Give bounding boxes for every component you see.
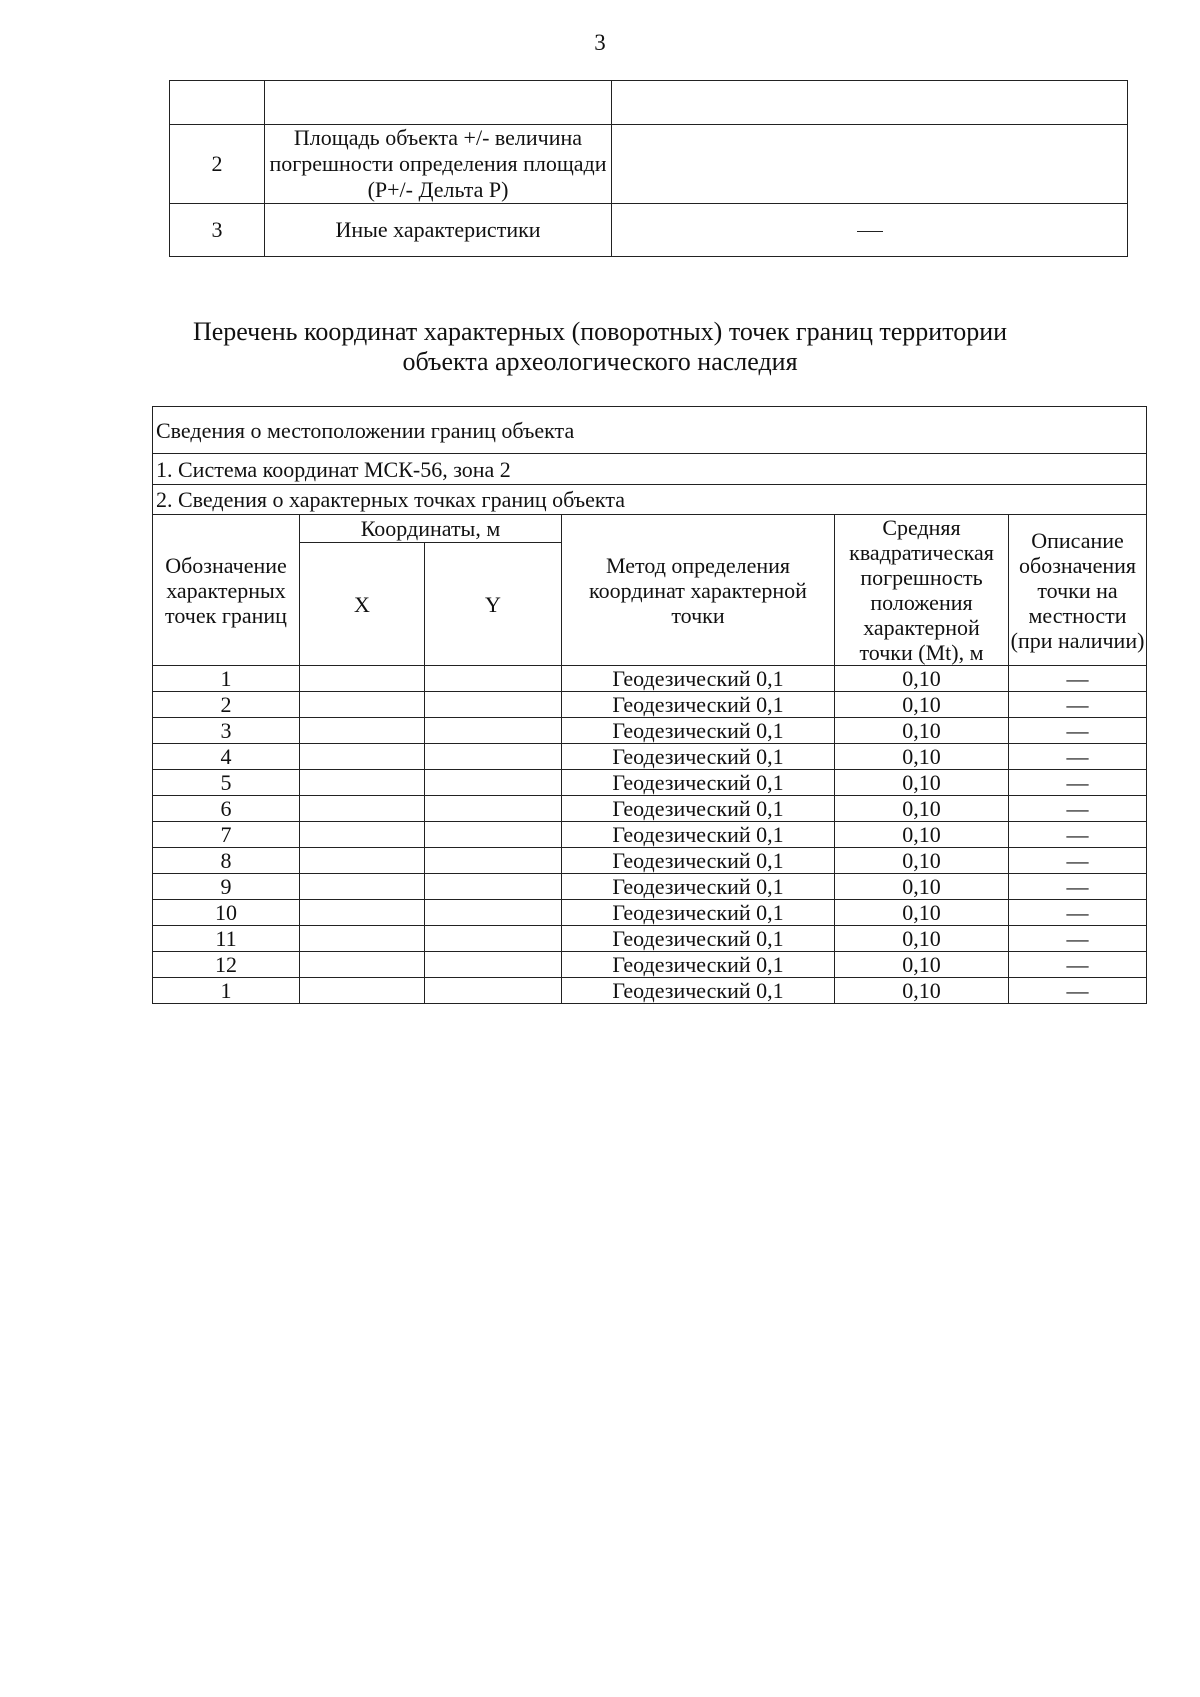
table-row bbox=[153, 666, 1147, 692]
characteristic-name-cell: Площадь объекта +/- величина погрешности определения площади (P+/- Дельта P) bbox=[265, 125, 612, 204]
description-cell: — bbox=[1009, 822, 1147, 848]
description-cell: — bbox=[1009, 770, 1147, 796]
method-cell: Геодезический 0,1 bbox=[562, 692, 835, 718]
x-cell bbox=[300, 796, 425, 822]
description-cell: — bbox=[1009, 744, 1147, 770]
method-cell: Геодезический 0,1 bbox=[562, 874, 835, 900]
point-cell: 2 bbox=[153, 692, 300, 718]
description-cell: — bbox=[1009, 926, 1147, 952]
table-row bbox=[153, 718, 1147, 744]
method-cell: Геодезический 0,1 bbox=[562, 978, 835, 1004]
section-title-cell: Сведения о местоположении границ объекта bbox=[153, 407, 1147, 454]
y-cell bbox=[425, 848, 562, 874]
characteristic-value-cell bbox=[612, 204, 1128, 257]
y-cell bbox=[425, 874, 562, 900]
table-row bbox=[170, 125, 1128, 204]
description-cell: — bbox=[1009, 874, 1147, 900]
x-cell bbox=[300, 926, 425, 952]
x-cell bbox=[300, 718, 425, 744]
description-cell: — bbox=[1009, 666, 1147, 692]
table-row bbox=[153, 978, 1147, 1004]
table-row bbox=[153, 454, 1147, 485]
x-cell bbox=[300, 822, 425, 848]
description-cell: — bbox=[1009, 900, 1147, 926]
point-cell: 9 bbox=[153, 874, 300, 900]
method-cell: Геодезический 0,1 bbox=[562, 718, 835, 744]
point-cell: 7 bbox=[153, 822, 300, 848]
header-description: Описание обозначения точки на местности (при наличии) bbox=[1009, 515, 1147, 666]
error-cell: 0,10 bbox=[835, 926, 1009, 952]
table-row bbox=[153, 692, 1147, 718]
header-y: Y bbox=[425, 543, 562, 666]
point-cell: 1 bbox=[153, 666, 300, 692]
table-row bbox=[153, 926, 1147, 952]
table-row bbox=[153, 485, 1147, 515]
x-cell bbox=[300, 900, 425, 926]
y-cell bbox=[425, 692, 562, 718]
error-cell: 0,10 bbox=[835, 900, 1009, 926]
points-title-cell: 2. Сведения о характерных точках границ объекта bbox=[153, 485, 1147, 515]
table-row bbox=[153, 822, 1147, 848]
description-cell: — bbox=[1009, 718, 1147, 744]
description-cell: — bbox=[1009, 796, 1147, 822]
description-cell: — bbox=[1009, 848, 1147, 874]
point-cell: 11 bbox=[153, 926, 300, 952]
error-cell: 0,10 bbox=[835, 796, 1009, 822]
dash-mark bbox=[857, 231, 883, 232]
header-coordinates: Координаты, м bbox=[300, 515, 562, 543]
table-row bbox=[153, 744, 1147, 770]
characteristic-name-cell: Иные характеристики bbox=[265, 204, 612, 257]
row-number-cell: 2 bbox=[170, 125, 265, 204]
table-row bbox=[170, 81, 1128, 125]
page-number: 3 bbox=[594, 30, 606, 55]
point-cell: 1 bbox=[153, 978, 300, 1004]
error-cell: 0,10 bbox=[835, 874, 1009, 900]
heading-line-2: объекта археологического наследия bbox=[402, 347, 798, 376]
heading-line-1: Перечень координат характерных (поворотных) точек границ территории bbox=[192, 317, 1008, 346]
header-x: X bbox=[300, 543, 425, 666]
y-cell bbox=[425, 978, 562, 1004]
header-error: Средняя квадратическая погрешность положения характерной точки (Mt), м bbox=[835, 515, 1009, 666]
section-heading bbox=[0, 317, 1200, 377]
x-cell bbox=[300, 952, 425, 978]
table-row bbox=[170, 204, 1128, 257]
x-cell bbox=[300, 770, 425, 796]
header-designation: Обозначение характерных точек границ bbox=[153, 515, 300, 666]
y-cell bbox=[425, 718, 562, 744]
y-cell bbox=[425, 952, 562, 978]
method-cell: Геодезический 0,1 bbox=[562, 952, 835, 978]
header-method: Метод определения координат характерной точки bbox=[562, 515, 835, 666]
error-cell: 0,10 bbox=[835, 718, 1009, 744]
method-cell: Геодезический 0,1 bbox=[562, 926, 835, 952]
y-cell bbox=[425, 900, 562, 926]
characteristic-name-cell bbox=[265, 81, 612, 125]
error-cell: 0,10 bbox=[835, 666, 1009, 692]
table-row bbox=[153, 796, 1147, 822]
point-cell: 5 bbox=[153, 770, 300, 796]
error-cell: 0,10 bbox=[835, 822, 1009, 848]
y-cell bbox=[425, 822, 562, 848]
x-cell bbox=[300, 978, 425, 1004]
error-cell: 0,10 bbox=[835, 770, 1009, 796]
x-cell bbox=[300, 874, 425, 900]
coordinates-body bbox=[153, 666, 1147, 1004]
description-cell: — bbox=[1009, 978, 1147, 1004]
table-row bbox=[153, 407, 1147, 454]
y-cell bbox=[425, 796, 562, 822]
x-cell bbox=[300, 666, 425, 692]
method-cell: Геодезический 0,1 bbox=[562, 822, 835, 848]
row-number-cell: 3 bbox=[170, 204, 265, 257]
table-row bbox=[153, 952, 1147, 978]
y-cell bbox=[425, 926, 562, 952]
coord-system-cell: 1. Система координат МСК-56, зона 2 bbox=[153, 454, 1147, 485]
characteristic-value-cell bbox=[612, 125, 1128, 204]
error-cell: 0,10 bbox=[835, 848, 1009, 874]
x-cell bbox=[300, 692, 425, 718]
error-cell: 0,10 bbox=[835, 744, 1009, 770]
method-cell: Геодезический 0,1 bbox=[562, 744, 835, 770]
y-cell bbox=[425, 770, 562, 796]
description-cell: — bbox=[1009, 952, 1147, 978]
point-cell: 6 bbox=[153, 796, 300, 822]
method-cell: Геодезический 0,1 bbox=[562, 796, 835, 822]
description-cell: — bbox=[1009, 692, 1147, 718]
error-cell: 0,10 bbox=[835, 952, 1009, 978]
characteristics-table bbox=[169, 80, 1128, 257]
method-cell: Геодезический 0,1 bbox=[562, 848, 835, 874]
coordinates-table bbox=[152, 406, 1147, 1004]
point-cell: 4 bbox=[153, 744, 300, 770]
error-cell: 0,10 bbox=[835, 692, 1009, 718]
x-cell bbox=[300, 848, 425, 874]
characteristic-value-cell bbox=[612, 81, 1128, 125]
point-cell: 10 bbox=[153, 900, 300, 926]
error-cell: 0,10 bbox=[835, 978, 1009, 1004]
table-row bbox=[153, 848, 1147, 874]
point-cell: 8 bbox=[153, 848, 300, 874]
point-cell: 3 bbox=[153, 718, 300, 744]
method-cell: Геодезический 0,1 bbox=[562, 666, 835, 692]
method-cell: Геодезический 0,1 bbox=[562, 900, 835, 926]
header-row bbox=[153, 515, 1147, 543]
x-cell bbox=[300, 744, 425, 770]
y-cell bbox=[425, 744, 562, 770]
table-row bbox=[153, 900, 1147, 926]
row-number-cell bbox=[170, 81, 265, 125]
y-cell bbox=[425, 666, 562, 692]
method-cell: Геодезический 0,1 bbox=[562, 770, 835, 796]
point-cell: 12 bbox=[153, 952, 300, 978]
table-row bbox=[153, 874, 1147, 900]
table-row bbox=[153, 770, 1147, 796]
